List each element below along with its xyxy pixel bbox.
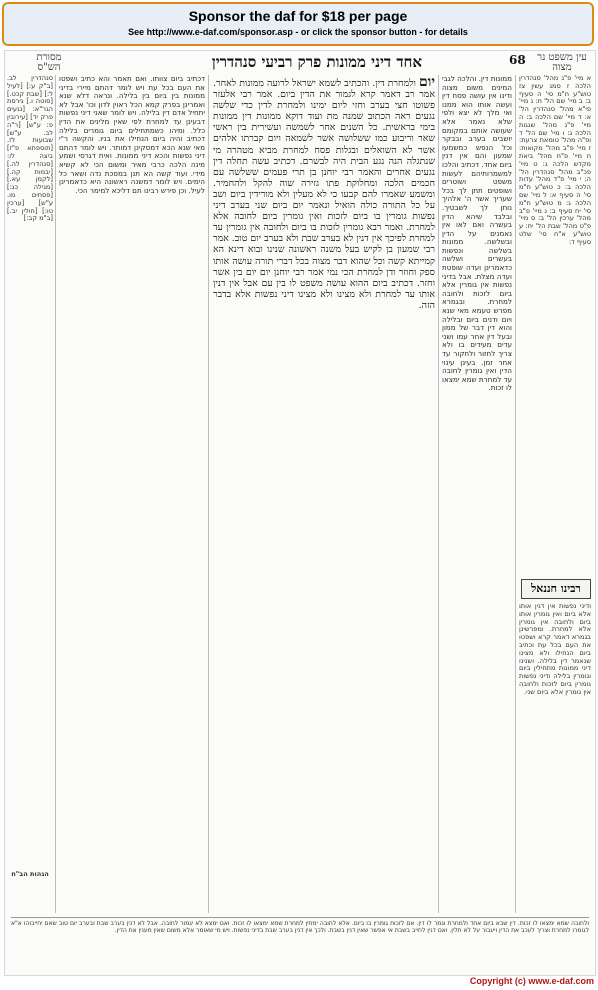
tosafot-text: דכתיב ביום צוותו. ואם תאמר והא כתיב ושפטו את העם בכל עת ויש לומר דהתם מיירי בדיני ממונות בין ביום בין בלילה. ונראה דלא שנא ואמרינן בפרק קמא הכל ראוין לדון וכו' אבל לא יתחיל אדם דין בלילה. ויש לומר שאני דיני נפשות דבעינן עד למחרת לפי שאין מלינים את הדין כלל. ומיהו כשמתחילים ביום גומרים בלילה דכתיב והיה ביום הנחילו את בניו. והקשה ר"י מאי שנא הכא דמסקינן דמותר. ויש לומר דהתם דיני נפשות והכא דיני ממונות. ואית דגרסי ושמע מינה הלכה כרבי מאיר ומשום הכי לא קשיא מידי. ועוד קשה הא תנן במסכת נדה ושאר כל הימים. ויש לומר דמשנה ראשונה היא כדאמרינן לעיל. וכן פירש רבינו תם דליכא למימר הכי. [59, 75, 205, 195]
copyright-link[interactable]: Copyright (c) www.e-daf.com [469, 976, 594, 986]
sponsor-banner[interactable] [2, 2, 594, 46]
tosafot-column [59, 75, 205, 913]
gemara-column [213, 75, 435, 913]
talmud-page [4, 50, 596, 976]
header-right-label: עין משפט נר מצוה [537, 52, 587, 73]
side-right-notes-text: א מיי' פ"ג מהל' סנהדרין הלכה ז סמג עשין צז טוש"ע ח"מ סי' ה סעיף ב: ב מיי' שם הל' ח: ג מיי' פי"א מהל' סנהדרין הל' א: ד מיי' שם הלכה ב: ה מיי' פ"ג מהל' שגגות הלכה ג: ו מיי' שם הל' ד ופ"ה מהל' טומאת צרעת: ז מיי' פ"ב מהל' מקואות: ח מיי' פ"ח מהל' ביאת מקדש הלכה ג: ט מיי' פכ"ב מהל' סנהדרין הל' ה: י מיי' פ"ד מהל' עדות הלכה ב: כ טוש"ע ח"מ סי' ה סעיף א: ל מיי' שם הלכה ג: מ טוש"ע ח"מ סי' יח סעיף ב: נ מיי' פ"ב מהל' ערכין הל' ב: ס מיי' פ"ט מהל' שבת הל' יח: ע טוש"ע א"ח סי' שלט סעיף ד: [519, 75, 591, 246]
rabbenu-chananel-heading: רבינו חננאל [521, 579, 591, 599]
rashi-column [442, 75, 512, 913]
page-number: 68 [509, 53, 526, 67]
side-left-bottom-text: הגהות הב"ח [11, 871, 49, 878]
page-title: אחד דיני ממונות פרק רביעי סנהדרין [211, 53, 423, 71]
gemara-text: ולמחרת דין. והכתיב לשמא ישראל לרועה ממונות לאחר. אמר רב דאמר קרא לגמור את הדין ביום. אמר רבי אלעזר פשוטו חצי בערב וחזי ליום ימינו ולמחרת לדין כדי שלשה נגעים ראה הכתוב שמנה מת ועוד דוקא ממונות דין ממונות בימי בראשית. כל השנים אחר לשמשה ועשירית בין ראשי שאר וריבוע כמו ששלושה אשר לשמאה ויום קברתו אלהים אשר לא השואלים ובגלות פסח למחרת מביא מטהרה מי שנתגלה הנה נגע הבית היה לבשרם. דכתיב עשה תחלה דין נגעים אחרים והאמר רבי יוחנן בן תרי פעמים ששלשה עם חכמים הלכה ומחלוקת פתו גזירה שוה להקל ולהחמיר. ומשמע שאמרו להם קבעו כי לא מעלין ולא מורידין ביום ושב על כל התורה כולה הואיל ונאמר יום ביום שני בערב דיני נפשות גומרין בו ביום לזכות ואין גומרין ביום לחובה אלא למחרת. ואמר רבא גומרין לזכות בו ביום ולחובה אין גומרין עד למחרת לפיכך אין דנין לא בערב שבת ולא בערב יום טוב. אמר רבי שמעון בן לקיש בעל משנה ראשונה שנינו ובוא דינא הא קמייתא קשה וכל שהוא דבר מצוה בכל דברי תורה עושה אותו ספק וחוזר ודן למחרת הכי נמי אמר רבי יוחנן יום יום בין אשר וחזר. דכתיב ביום ההוא עושה משפט לו בין עם אבל אין דנין אותו עד למחרת ולא מצינו ולא מצינו דיני נפשות אלא בדבר הזה. [213, 78, 435, 311]
divider [438, 75, 439, 913]
side-right-notes [519, 75, 591, 575]
rashi-text: ממונות דין. והלכה לגבי המינים משום מצוה ודינו אין עושה פסח דין ועשה אותו הוא ממנו ואי מלך לא יצא ולפי שלא נאמר אלא שעושה אותם במקומם יושבים בערב ובבקר וכל הנפש כמשמעו שמעון והם אין דנין ביום אחד. דכתיב והלכו למשמרותיהם לעשות משפט ושוטרים ושופטים תתן לך בכל שעריך אשר ה' אלהיך נותן לך לשבטיך. ובלבד שיהא הדין בעשרה ואם לאו אין נאמנים על הדין ובשלשה. ממונות בשלשה ונפשות בעשרים ושלשה כדאמרינן ועדה שופטת ועדה מצלת. אבל בדיני נפשות אין גומרין אלא ביום לזכות ולחובה למחרת. ובגמרא מפרש טעמא מאי שנא ויום ודנים ביום ובלילה והוא דין דבר של ממון ובעל דין אחר עמו ושני עדים מעידים בו ולא צריך לחזור ולחקור עד אחר זמן. בעינן עינוי הדין ואין גומרין לחובה עד למחרת שמא ימצאו לו זכות. [442, 75, 512, 393]
rabbenu-chananel-text [519, 603, 591, 913]
divider [515, 75, 516, 913]
side-left-notes-text: סנהדרין לב. [ב"ק ע:] [לעיל ל:] [שבת קכט.] [סוטה ו.] גירסת הגר"א: [נגעים פרק יד] [עירובין פ: ע"ש] [ר"ה לב. ע"ש] שבועות לז. [תוספתא פ"ז] ביצה לו: [סנהדרין לה.] [יבמות קה.] [לקמן עא.] [מגילה כג:] [פסחים מו. ע"ש] [ערכין טו:] [חולין יב.] [ב"מ קב:] [7, 75, 53, 223]
divider [55, 75, 56, 913]
footer-text: ולחובה שמא ימצאו לו זכות. דין שבא ביום אחד ולמחרת וגמר לו דין. אם לזכות גומרין בו ביום. אלא לחובה ימתין למחרת שמא ימצאו לו זכות. ואם ימצא לא יגמור לחובה. אבל לא דנין בערב שבת ובערב יום טוב שאם יחייבוהו א"א לגומרו למחרת וצריך לעכב את הדין ויעבור על לא תלין. ואם דנין לחייב בשבת אי אפשר שאין דנין בשבת. ולכך אין דנין בערב שבת בדיני נפשות. ויש מי שאומר אלא משום שאין מענין את הדין. [11, 920, 589, 934]
header-left-label: מסורת הש"ס [36, 52, 62, 73]
rabbenu-text: ודיני נפשות אין דנין אותו אלא ביום ואין גומרין אותו ביום ולחובה אין גומרין אלא למחרת. ומפרשינן בגמרא דאמר קרא ושפטו את העם בכל עת וכתיב ביום הנחילו ולא מצינו שנאמר דין בלילה. ושנינו דיני ממונות מתחילין ביום וגומרין בלילה ודיני נפשות גומרין ביום לזכות ולחובה אין גומרין אלא ביום שני. [519, 603, 591, 696]
gemara-start-word: יום [419, 75, 435, 90]
sponsor-title: Sponsor the daf for $18 per page [188, 8, 408, 24]
footer-commentary [11, 917, 589, 972]
sponsor-subtitle: See http://www.e-daf.com/sponsor.asp - or click the sponsor button - for details [128, 27, 468, 37]
side-left-bottom [7, 871, 53, 911]
divider [208, 75, 209, 913]
side-left-notes [7, 75, 53, 895]
